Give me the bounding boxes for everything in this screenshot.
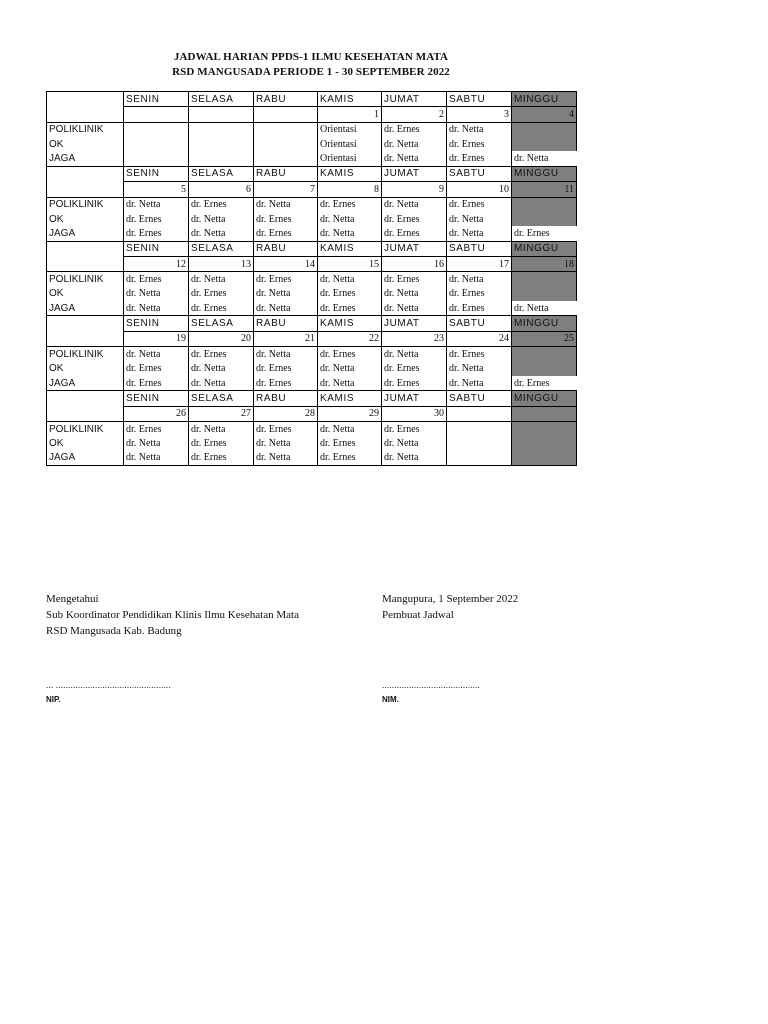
- duty-cell: dr. Netta: [382, 287, 447, 301]
- duty-cell: [512, 451, 577, 466]
- day-name-cell: SABTU: [447, 241, 512, 256]
- duty-cell: [512, 197, 577, 212]
- duty-cell: dr. Netta: [189, 376, 254, 391]
- date-cell: 19: [124, 331, 189, 346]
- row-label-jaga: JAGA: [47, 301, 124, 316]
- day-name-cell: SENIN: [124, 391, 189, 406]
- duty-cell: dr. Ernes: [254, 361, 318, 375]
- duty-cell: dr. Ernes: [189, 451, 254, 466]
- duty-cell: dr. Ernes: [447, 151, 512, 166]
- duty-row-poliklinik: [47, 197, 577, 212]
- day-name-cell: KAMIS: [318, 241, 382, 256]
- date-row: [47, 182, 577, 197]
- date-cell: 9: [382, 182, 447, 197]
- duty-cell: dr. Netta: [189, 212, 254, 226]
- day-header-row: [47, 241, 577, 256]
- duty-cell: dr. Netta: [318, 376, 382, 391]
- duty-row-poliklinik: [47, 122, 577, 137]
- duty-cell: dr. Netta: [254, 451, 318, 466]
- duty-cell: Orientasi: [318, 122, 382, 137]
- duty-row-poliklinik: [47, 347, 577, 362]
- duty-cell: dr. Ernes: [318, 287, 382, 301]
- day-name-cell: SABTU: [447, 166, 512, 181]
- duty-cell: dr. Netta: [124, 436, 189, 450]
- date-cell: 1: [318, 107, 382, 122]
- duty-cell: [512, 137, 577, 151]
- duty-cell: dr. Netta: [382, 197, 447, 212]
- duty-cell: dr. Netta: [254, 301, 318, 316]
- duty-cell: dr. Netta: [382, 137, 447, 151]
- date-cell: 2: [382, 107, 447, 122]
- duty-cell: dr. Ernes: [447, 287, 512, 301]
- duty-cell: [512, 212, 577, 226]
- duty-row-jaga: [47, 151, 577, 166]
- label-cell: [47, 406, 124, 421]
- date-row: [47, 406, 577, 421]
- duty-row-jaga: [47, 451, 577, 466]
- duty-cell: dr. Netta: [124, 347, 189, 362]
- acknowledged-label: Mengetahui: [46, 593, 99, 605]
- day-name-cell: MINGGU: [512, 241, 577, 256]
- duty-cell: dr. Netta: [124, 287, 189, 301]
- coordinator-title: Sub Koordinator Pendidikan Klinis Ilmu Kesehatan Mata: [46, 609, 299, 621]
- day-name-cell: SELASA: [189, 391, 254, 406]
- day-name-cell: SENIN: [124, 241, 189, 256]
- duty-cell: dr. Netta: [254, 287, 318, 301]
- duty-row-ok: [47, 436, 577, 450]
- date-cell: [189, 107, 254, 122]
- date-cell: [512, 406, 577, 421]
- duty-cell: dr. Ernes: [254, 376, 318, 391]
- duty-cell: dr. Netta: [124, 197, 189, 212]
- date-cell: 22: [318, 331, 382, 346]
- duty-cell: dr. Ernes: [189, 301, 254, 316]
- date-cell: 16: [382, 256, 447, 271]
- duty-cell: dr. Ernes: [124, 421, 189, 436]
- label-cell: [47, 391, 124, 406]
- duty-cell: dr. Ernes: [382, 361, 447, 375]
- duty-cell: dr. Netta: [124, 451, 189, 466]
- duty-cell: dr. Netta: [447, 272, 512, 287]
- row-label-jaga: JAGA: [47, 451, 124, 466]
- hospital-name: RSD Mangusada Kab. Badung: [46, 625, 182, 637]
- duty-cell: dr. Ernes: [318, 347, 382, 362]
- duty-cell: dr. Netta: [124, 301, 189, 316]
- duty-cell: dr. Netta: [318, 361, 382, 375]
- nip-label: NIP.: [46, 695, 61, 704]
- duty-cell: dr. Ernes: [382, 421, 447, 436]
- duty-cell: dr. Netta: [447, 361, 512, 375]
- day-name-cell: SABTU: [447, 92, 512, 107]
- duty-cell: dr. Netta: [318, 421, 382, 436]
- duty-cell: [124, 151, 189, 166]
- duty-cell: dr. Ernes: [318, 197, 382, 212]
- row-label-poliklinik: POLIKLINIK: [47, 347, 124, 362]
- duty-cell: [189, 122, 254, 137]
- day-name-cell: SABTU: [447, 316, 512, 331]
- duty-cell: dr. Ernes: [124, 212, 189, 226]
- duty-cell: dr. Netta: [382, 301, 447, 316]
- duty-cell: dr. Ernes: [124, 376, 189, 391]
- day-header-row: [47, 391, 577, 406]
- row-label-ok: OK: [47, 287, 124, 301]
- duty-cell: [254, 137, 318, 151]
- date-cell: 20: [189, 331, 254, 346]
- date-cell: 11: [512, 182, 577, 197]
- duty-cell: [512, 122, 577, 137]
- duty-cell: dr. Netta: [447, 376, 512, 391]
- day-name-cell: SELASA: [189, 241, 254, 256]
- duty-cell: [512, 436, 577, 450]
- duty-cell: dr. Netta: [318, 272, 382, 287]
- duty-cell: dr. Ernes: [318, 451, 382, 466]
- duty-row-jaga: [47, 376, 577, 391]
- duty-row-ok: [47, 137, 577, 151]
- duty-cell: dr. Ernes: [447, 137, 512, 151]
- date-cell: 4: [512, 107, 577, 122]
- duty-cell: Orientasi: [318, 151, 382, 166]
- duty-cell: dr. Netta: [318, 212, 382, 226]
- date-cell: 8: [318, 182, 382, 197]
- label-cell: [47, 182, 124, 197]
- date-cell: 15: [318, 256, 382, 271]
- duty-row-ok: [47, 212, 577, 226]
- date-cell: 17: [447, 256, 512, 271]
- schedule-title: JADWAL HARIAN PPDS-1 ILMU KESEHATAN MATA: [173, 51, 449, 63]
- duty-cell: dr. Ernes: [382, 212, 447, 226]
- date-cell: 7: [254, 182, 318, 197]
- duty-cell: [189, 151, 254, 166]
- date-cell: 6: [189, 182, 254, 197]
- duty-cell: dr. Ernes: [318, 436, 382, 450]
- row-label-ok: OK: [47, 137, 124, 151]
- duty-cell: dr. Ernes: [447, 301, 512, 316]
- duty-cell: dr. Ernes: [189, 436, 254, 450]
- row-label-jaga: JAGA: [47, 151, 124, 166]
- schedule-subtitle: RSD MANGUSADA PERIODE 1 - 30 SEPTEMBER 2022: [172, 66, 450, 78]
- duty-cell: dr. Ernes: [124, 226, 189, 241]
- duty-cell: dr. Ernes: [254, 212, 318, 226]
- day-name-cell: JUMAT: [382, 241, 447, 256]
- date-cell: 10: [447, 182, 512, 197]
- day-name-cell: RABU: [254, 166, 318, 181]
- footer-left: [46, 591, 299, 639]
- day-name-cell: SELASA: [189, 92, 254, 107]
- duty-cell: dr. Ernes: [512, 226, 577, 241]
- day-name-cell: RABU: [254, 92, 318, 107]
- row-label-poliklinik: POLIKLINIK: [47, 122, 124, 137]
- duty-cell: dr. Ernes: [124, 361, 189, 375]
- left-signature-line: ... ...............................................: [46, 680, 171, 690]
- duty-cell: dr. Ernes: [447, 347, 512, 362]
- duty-cell: dr. Netta: [512, 151, 577, 166]
- duty-cell: dr. Ernes: [189, 347, 254, 362]
- date-row: [47, 331, 577, 346]
- duty-cell: [512, 272, 577, 287]
- date-cell: 18: [512, 256, 577, 271]
- duty-cell: dr. Ernes: [512, 376, 577, 391]
- duty-cell: dr. Netta: [512, 301, 577, 316]
- label-cell: [47, 92, 124, 107]
- label-cell: [47, 107, 124, 122]
- date-cell: 12: [124, 256, 189, 271]
- day-name-cell: SABTU: [447, 391, 512, 406]
- day-name-cell: MINGGU: [512, 166, 577, 181]
- duty-row-poliklinik: [47, 272, 577, 287]
- duty-cell: dr. Netta: [382, 436, 447, 450]
- row-label-poliklinik: POLIKLINIK: [47, 197, 124, 212]
- duty-cell: dr. Ernes: [254, 421, 318, 436]
- duty-cell: dr. Netta: [189, 272, 254, 287]
- day-name-cell: MINGGU: [512, 92, 577, 107]
- date-cell: 3: [447, 107, 512, 122]
- day-header-row: [47, 92, 577, 107]
- date-row: [47, 107, 577, 122]
- duty-row-ok: [47, 287, 577, 301]
- duty-cell: [512, 347, 577, 362]
- day-name-cell: JUMAT: [382, 92, 447, 107]
- duty-cell: dr. Ernes: [382, 122, 447, 137]
- date-cell: 30: [382, 406, 447, 421]
- duty-cell: dr. Netta: [382, 151, 447, 166]
- duty-cell: dr. Netta: [254, 436, 318, 450]
- day-name-cell: SENIN: [124, 316, 189, 331]
- duty-cell: Orientasi: [318, 137, 382, 151]
- duty-cell: dr. Ernes: [254, 272, 318, 287]
- duty-cell: [512, 361, 577, 375]
- date-cell: 26: [124, 406, 189, 421]
- duty-row-jaga: [47, 301, 577, 316]
- day-name-cell: JUMAT: [382, 316, 447, 331]
- duty-cell: dr. Netta: [382, 347, 447, 362]
- day-name-cell: KAMIS: [318, 92, 382, 107]
- date-cell: 13: [189, 256, 254, 271]
- day-name-cell: MINGGU: [512, 391, 577, 406]
- label-cell: [47, 166, 124, 181]
- date-cell: 25: [512, 331, 577, 346]
- duty-cell: dr. Ernes: [124, 272, 189, 287]
- duty-cell: dr. Netta: [318, 226, 382, 241]
- duty-cell: dr. Netta: [447, 226, 512, 241]
- day-name-cell: SENIN: [124, 92, 189, 107]
- date-cell: 21: [254, 331, 318, 346]
- duty-cell: dr. Netta: [189, 226, 254, 241]
- row-label-ok: OK: [47, 212, 124, 226]
- row-label-ok: OK: [47, 436, 124, 450]
- date-cell: 23: [382, 331, 447, 346]
- nim-label: NIM.: [382, 695, 399, 704]
- duty-cell: dr. Netta: [447, 212, 512, 226]
- right-signature-line: ........................................: [382, 680, 480, 690]
- day-name-cell: RABU: [254, 316, 318, 331]
- day-name-cell: KAMIS: [318, 166, 382, 181]
- duty-cell: [447, 421, 512, 436]
- row-label-poliklinik: POLIKLINIK: [47, 421, 124, 436]
- day-name-cell: JUMAT: [382, 391, 447, 406]
- duty-cell: dr. Netta: [382, 451, 447, 466]
- label-cell: [47, 256, 124, 271]
- duty-cell: [512, 287, 577, 301]
- duty-row-jaga: [47, 226, 577, 241]
- day-name-cell: SELASA: [189, 166, 254, 181]
- duty-cell: dr. Ernes: [382, 272, 447, 287]
- duty-cell: dr. Ernes: [382, 376, 447, 391]
- duty-cell: [447, 436, 512, 450]
- date-cell: 29: [318, 406, 382, 421]
- row-label-poliklinik: POLIKLINIK: [47, 272, 124, 287]
- duty-cell: dr. Netta: [189, 361, 254, 375]
- duty-cell: dr. Ernes: [254, 226, 318, 241]
- date-cell: 14: [254, 256, 318, 271]
- day-name-cell: RABU: [254, 241, 318, 256]
- place-date: Mangupura, 1 September 2022: [382, 593, 519, 605]
- duty-cell: [124, 122, 189, 137]
- duty-cell: [512, 421, 577, 436]
- day-header-row: [47, 166, 577, 181]
- date-cell: [254, 107, 318, 122]
- duty-cell: [189, 137, 254, 151]
- date-row: [47, 256, 577, 271]
- duty-cell: [254, 122, 318, 137]
- scheduler-label: Pembuat Jadwal: [382, 609, 454, 621]
- footer-right: [382, 591, 518, 623]
- duty-cell: [124, 137, 189, 151]
- duty-cell: dr. Ernes: [189, 197, 254, 212]
- duty-cell: dr. Ernes: [189, 287, 254, 301]
- label-cell: [47, 316, 124, 331]
- duty-cell: dr. Netta: [189, 421, 254, 436]
- duty-row-poliklinik: [47, 421, 577, 436]
- day-name-cell: MINGGU: [512, 316, 577, 331]
- row-label-jaga: JAGA: [47, 376, 124, 391]
- duty-row-ok: [47, 361, 577, 375]
- date-cell: 24: [447, 331, 512, 346]
- row-label-ok: OK: [47, 361, 124, 375]
- duty-cell: dr. Netta: [447, 122, 512, 137]
- label-cell: [47, 241, 124, 256]
- day-name-cell: JUMAT: [382, 166, 447, 181]
- date-cell: [124, 107, 189, 122]
- date-cell: [447, 406, 512, 421]
- duty-cell: dr. Netta: [254, 197, 318, 212]
- duty-cell: dr. Ernes: [318, 301, 382, 316]
- schedule-table: [46, 91, 577, 466]
- label-cell: [47, 331, 124, 346]
- duty-cell: dr. Netta: [254, 347, 318, 362]
- date-cell: 27: [189, 406, 254, 421]
- date-cell: 28: [254, 406, 318, 421]
- day-name-cell: SELASA: [189, 316, 254, 331]
- day-name-cell: SENIN: [124, 166, 189, 181]
- day-name-cell: RABU: [254, 391, 318, 406]
- day-name-cell: KAMIS: [318, 316, 382, 331]
- duty-cell: [447, 451, 512, 466]
- day-name-cell: KAMIS: [318, 391, 382, 406]
- duty-cell: [254, 151, 318, 166]
- date-cell: 5: [124, 182, 189, 197]
- duty-cell: dr. Ernes: [382, 226, 447, 241]
- day-header-row: [47, 316, 577, 331]
- duty-cell: dr. Ernes: [447, 197, 512, 212]
- row-label-jaga: JAGA: [47, 226, 124, 241]
